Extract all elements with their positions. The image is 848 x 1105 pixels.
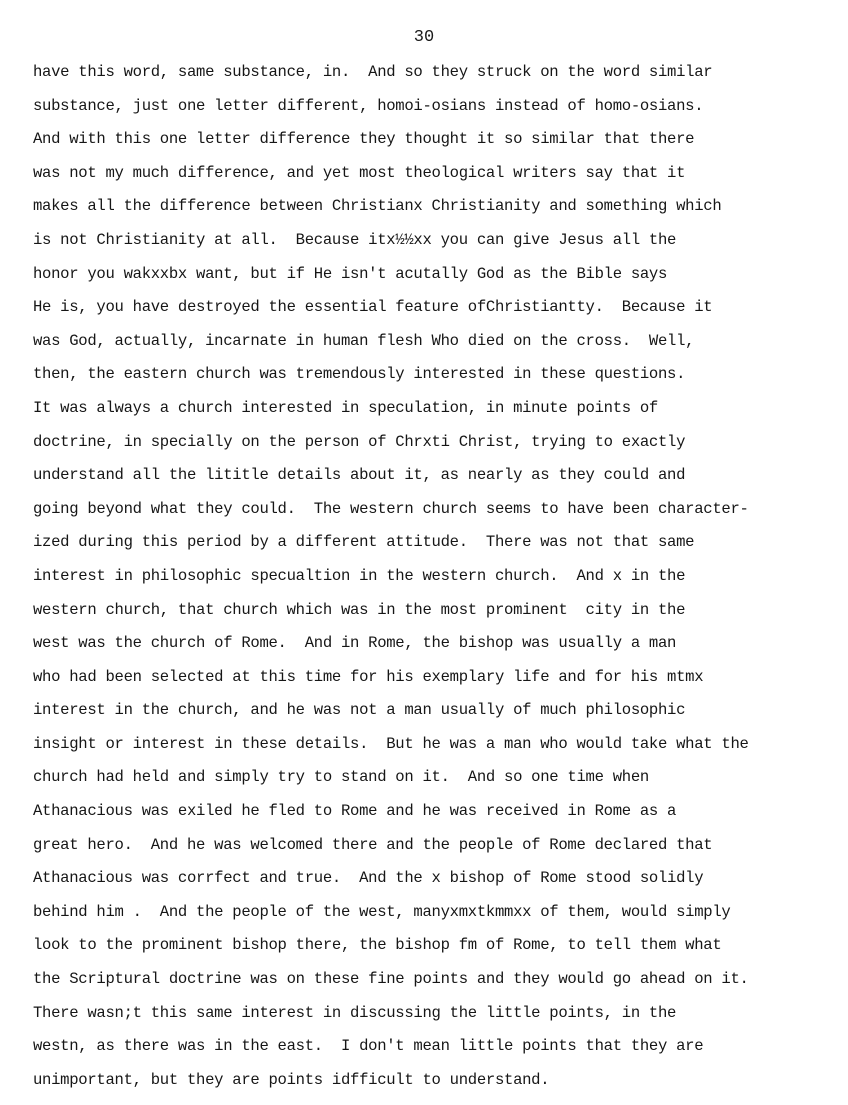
text-line: going beyond what they could. The western church seems to have been character- bbox=[33, 499, 749, 518]
text-line: interest in philosophic specualtion in the western church. And x in the bbox=[33, 566, 686, 585]
text-line: ized during this period by a different attitude. There was not that same bbox=[33, 533, 695, 552]
page-number: 30 bbox=[413, 28, 435, 47]
text-line: west was the church of Rome. And in Rome, the bishop was usually a man bbox=[33, 634, 677, 653]
text-line: And with this one letter difference they thought it so similar that there bbox=[33, 130, 695, 149]
text-line: unimportant, but they are points idfficult to understand. bbox=[33, 1070, 550, 1089]
text-line: church had held and simply try to stand on it. And so one time when bbox=[33, 768, 649, 787]
body-text bbox=[33, 60, 833, 1101]
text-line: great hero. And he was welcomed there and the people of Rome declared that bbox=[33, 835, 713, 854]
text-line: who had been selected at this time for his exemplary life and for his mtmx bbox=[33, 667, 704, 686]
text-line: There wasn;t this same interest in discussing the little points, in the bbox=[33, 1003, 677, 1022]
text-line: was God, actually, incarnate in human flesh Who died on the cross. Well, bbox=[33, 331, 695, 350]
text-line: the Scriptural doctrine was on these fine points and they would go ahead on it. bbox=[33, 970, 749, 989]
text-line: substance, just one letter different, homoi-osians instead of homo-osians. bbox=[33, 96, 704, 115]
text-line: is not Christianity at all. Because itx½½xx you can give Jesus all the bbox=[33, 230, 677, 249]
text-line: insight or interest in these details. But he was a man who would take what the bbox=[33, 734, 749, 753]
text-line: It was always a church interested in speculation, in minute points of bbox=[33, 398, 658, 417]
text-line: honor you wakxxbx want, but if He isn't acutally God as the Bible says bbox=[33, 264, 668, 283]
text-line: makes all the difference between Christianx Christianity and something which bbox=[33, 197, 722, 216]
text-line: Athanacious was corrfect and true. And the x bishop of Rome stood solidly bbox=[33, 869, 704, 888]
text-line: Athanacious was exiled he fled to Rome and he was received in Rome as a bbox=[33, 802, 677, 821]
text-line: have this word, same substance, in. And so they struck on the word similar bbox=[33, 63, 713, 81]
text-line: look to the prominent bishop there, the bishop fm of Rome, to tell them what bbox=[33, 936, 722, 955]
text-line: westn, as there was in the east. I don't mean little points that they are bbox=[33, 1037, 704, 1056]
text-line: behind him . And the people of the west, manyxmxtkmmxx of them, would simply bbox=[33, 902, 731, 921]
text-line: He is, you have destroyed the essential feature ofChristiantty. Because it bbox=[33, 298, 713, 317]
text-line: was not my much difference, and yet most theological writers say that it bbox=[33, 163, 686, 182]
text-line: western church, that church which was in the most prominent city in the bbox=[33, 600, 686, 619]
text-line: understand all the lititle details about it, as nearly as they could and bbox=[33, 466, 686, 485]
text-line: then, the eastern church was tremendously interested in these questions. bbox=[33, 365, 686, 384]
text-line: interest in the church, and he was not a man usually of much philosophic bbox=[33, 701, 686, 720]
text-line: doctrine, in specially on the person of Chrxti Christ, trying to exactly bbox=[33, 432, 686, 451]
